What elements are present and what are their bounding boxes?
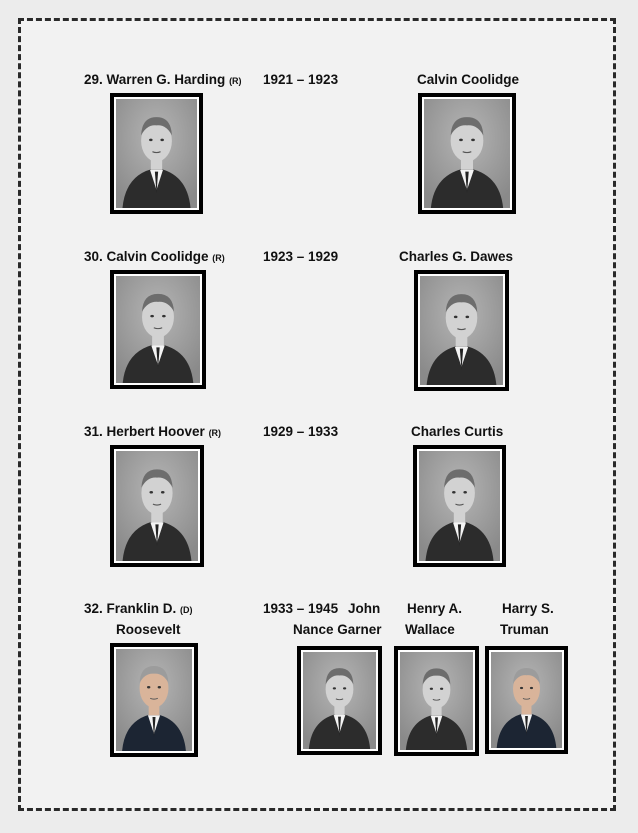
- president-29-name: 29. Warren G. Harding (R): [84, 72, 242, 87]
- term-years-32: 1933 – 1945: [263, 601, 339, 616]
- vp-32b-portrait: [394, 646, 479, 756]
- portrait-photo-icon: [420, 276, 503, 385]
- term-years-31: 1929 – 1933: [263, 424, 339, 439]
- president-29-portrait: [110, 93, 203, 214]
- vp-31-portrait: [413, 445, 506, 567]
- vp-30-portrait: [414, 270, 509, 391]
- party-label: (R): [212, 253, 225, 263]
- portrait-photo-icon: [116, 451, 198, 561]
- party-label: (R): [229, 76, 242, 86]
- president-32-name: 32. Franklin D. (D): [84, 601, 193, 616]
- portrait-photo-icon: [419, 451, 500, 561]
- portrait-photo-icon: [303, 652, 376, 749]
- portrait-photo-icon: [400, 652, 473, 750]
- vp-32c-portrait: [485, 646, 568, 754]
- president-30-portrait: [110, 270, 206, 389]
- vp-32b-name-line2: Wallace: [405, 622, 455, 637]
- president-32-portrait: [110, 643, 198, 757]
- vp-32a-portrait: [297, 646, 382, 755]
- president-32-name-line2: Roosevelt: [116, 622, 181, 637]
- vp-32a-name-line1: John: [348, 601, 381, 616]
- portrait-photo-icon: [116, 99, 197, 208]
- portrait-photo-icon: [116, 276, 200, 383]
- president-30-name: 30. Calvin Coolidge (R): [84, 249, 225, 264]
- term-years-30: 1923 – 1929: [263, 249, 339, 264]
- portrait-photo-icon: [491, 652, 562, 748]
- vp-29-portrait: [418, 93, 516, 214]
- vp-32a-name-line2: Nance Garner: [293, 622, 382, 637]
- president-31-portrait: [110, 445, 204, 567]
- term-years-29: 1921 – 1923: [263, 72, 339, 87]
- vp-32c-name-line2: Truman: [500, 622, 549, 637]
- vp-name-29: Calvin Coolidge: [417, 72, 520, 87]
- president-31-name: 31. Herbert Hoover (R): [84, 424, 222, 439]
- portrait-photo-icon: [116, 649, 192, 751]
- vp-32b-name-line1: Henry A.: [407, 601, 463, 616]
- party-label: (R): [208, 428, 222, 438]
- vp-name-30: Charles G. Dawes: [399, 249, 514, 264]
- vp-name-31: Charles Curtis: [411, 424, 504, 439]
- party-label: (D): [180, 605, 193, 615]
- vp-32c-name-line1: Harry S.: [502, 601, 554, 616]
- portrait-photo-icon: [424, 99, 510, 208]
